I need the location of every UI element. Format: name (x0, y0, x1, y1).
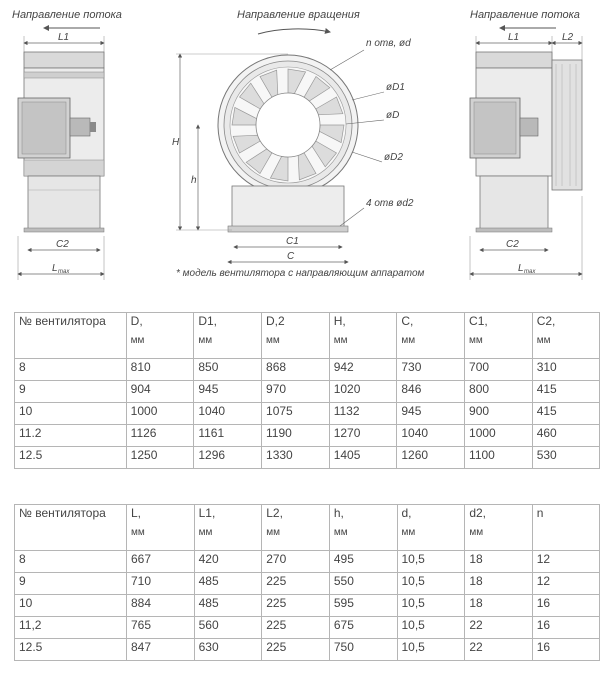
table-cell: 420 (194, 551, 262, 573)
table-cell: 11,2 (15, 617, 127, 639)
left-flow-direction-label: Направление потока (12, 9, 122, 21)
table-cell: 11.2 (15, 425, 127, 447)
table-cell: 1020 (329, 381, 397, 403)
dim-Lmax-right: L (518, 263, 524, 274)
right-flow-direction-label: Направление потока (470, 9, 580, 21)
table-cell: 10,5 (397, 617, 465, 639)
table-row (15, 381, 600, 403)
table-cell: 970 (262, 381, 330, 403)
table-cell: 225 (262, 595, 330, 617)
table-cell: 846 (397, 381, 465, 403)
table-header-cell: D,2 мм (262, 313, 330, 359)
table-cell: 9 (15, 573, 127, 595)
table-header-cell: C1, мм (465, 313, 533, 359)
table-row (15, 425, 600, 447)
table-cell: 1075 (262, 403, 330, 425)
table-cell: 495 (329, 551, 397, 573)
table-cell: 16 (532, 595, 599, 617)
dim-Lmax-right-sub: max (524, 269, 536, 275)
table-cell: 12.5 (15, 447, 127, 469)
table-cell: 945 (397, 403, 465, 425)
table-cell: 560 (194, 617, 262, 639)
dim-C2-right: C2 (506, 239, 519, 250)
table-cell: 730 (397, 359, 465, 381)
table-header-row (15, 505, 600, 551)
table-cell: 12 (532, 573, 599, 595)
table-cell: 810 (126, 359, 194, 381)
dim-L2-right: L2 (562, 32, 574, 43)
table-cell: 485 (194, 573, 262, 595)
table-header-cell: C, мм (397, 313, 465, 359)
table-cell: 1000 (465, 425, 533, 447)
dim-L1-right: L1 (508, 32, 520, 43)
table-row (15, 403, 600, 425)
table-cell: 530 (532, 447, 599, 469)
table-cell: 1270 (329, 425, 397, 447)
dimensions-table-2 (14, 504, 600, 661)
left-side-view (12, 9, 122, 280)
table-cell: 904 (126, 381, 194, 403)
table-cell: 18 (465, 551, 532, 573)
table-cell: 10 (15, 403, 127, 425)
rotation-arrow (258, 29, 330, 34)
table-header-cell: n (532, 505, 599, 551)
table-cell: 710 (127, 573, 195, 595)
table-row (15, 447, 600, 469)
table-cell: 485 (194, 595, 262, 617)
table-cell: 18 (465, 595, 532, 617)
table-cell: 10,5 (397, 639, 465, 661)
table-header-fan-number: № вентилятора (15, 313, 127, 359)
table-cell: 868 (262, 359, 330, 381)
table-cell: 847 (127, 639, 195, 661)
table-header-cell: D1, мм (194, 313, 262, 359)
table-cell: 1330 (262, 447, 330, 469)
dim-C: C (287, 251, 295, 262)
table-cell: 700 (465, 359, 533, 381)
table-cell: 1260 (397, 447, 465, 469)
table-header-cell: C2, мм (532, 313, 599, 359)
table-cell: 750 (329, 639, 397, 661)
table-cell: 630 (194, 639, 262, 661)
dim-C2-left: C2 (56, 239, 69, 250)
table-cell: 884 (127, 595, 195, 617)
table-cell: 1296 (194, 447, 262, 469)
table-row (15, 359, 600, 381)
table-cell: 1190 (262, 425, 330, 447)
table-cell: 18 (465, 573, 532, 595)
table-cell: 16 (532, 617, 599, 639)
dimensions-table-1 (14, 312, 600, 469)
center-front-view (172, 9, 425, 279)
label-D1: øD1 (386, 82, 405, 93)
table-cell: 9 (15, 381, 127, 403)
table-header-cell: d, мм (397, 505, 465, 551)
dim-H: H (172, 137, 180, 148)
dim-L1-left: L1 (58, 32, 70, 43)
table-header-cell: L, мм (127, 505, 195, 551)
table-cell: 1132 (329, 403, 397, 425)
table-cell: 8 (15, 359, 127, 381)
table-cell: 270 (262, 551, 330, 573)
table-cell: 10,5 (397, 595, 465, 617)
table-cell: 415 (532, 381, 599, 403)
dim-h: h (191, 175, 197, 186)
footnote: * модель вентилятора с направляющим аппаратом (176, 268, 425, 279)
table-cell: 16 (532, 639, 599, 661)
table-cell: 225 (262, 617, 330, 639)
table-header-cell: L1, мм (194, 505, 262, 551)
table-cell: 800 (465, 381, 533, 403)
table-cell: 945 (194, 381, 262, 403)
table-cell: 8 (15, 551, 127, 573)
table-cell: 12.5 (15, 639, 127, 661)
table-cell: 225 (262, 573, 330, 595)
dim-C1: C1 (286, 236, 299, 247)
table-cell: 12 (532, 551, 599, 573)
table-cell: 1250 (126, 447, 194, 469)
table-cell: 310 (532, 359, 599, 381)
technical-drawings (0, 0, 600, 290)
table-row (15, 551, 600, 573)
table-cell: 225 (262, 639, 330, 661)
table-cell: 942 (329, 359, 397, 381)
table-cell: 765 (127, 617, 195, 639)
table-cell: 550 (329, 573, 397, 595)
rotation-direction-label: Направление вращения (237, 9, 360, 21)
table-header-cell: d2, мм (465, 505, 532, 551)
label-4-holes-d2: 4 отв ød2 (366, 198, 414, 209)
table-cell: 1161 (194, 425, 262, 447)
table-cell: 10,5 (397, 573, 465, 595)
table-cell: 1100 (465, 447, 533, 469)
table-cell: 415 (532, 403, 599, 425)
table-header-cell: H, мм (329, 313, 397, 359)
table-header-cell: D, мм (126, 313, 194, 359)
label-n-holes-d: n отв, ød (366, 38, 411, 49)
table-header-fan-number: № вентилятора (15, 505, 127, 551)
table-header-cell: L2, мм (262, 505, 330, 551)
dim-Lmax-left-sub: max (58, 269, 70, 275)
dim-Lmax-left: L (52, 263, 58, 274)
table-row (15, 595, 600, 617)
table-cell: 10,5 (397, 551, 465, 573)
table-cell: 1040 (397, 425, 465, 447)
table-cell: 22 (465, 617, 532, 639)
table-cell: 22 (465, 639, 532, 661)
table-cell: 10 (15, 595, 127, 617)
label-D: øD (386, 110, 400, 121)
table-header-row (15, 313, 600, 359)
table-row (15, 617, 600, 639)
table-cell: 675 (329, 617, 397, 639)
label-D2: øD2 (384, 152, 403, 163)
table-row (15, 573, 600, 595)
table-cell: 1405 (329, 447, 397, 469)
table-cell: 850 (194, 359, 262, 381)
right-side-view (470, 9, 582, 280)
table-header-cell: h, мм (329, 505, 397, 551)
table-cell: 460 (532, 425, 599, 447)
table-cell: 667 (127, 551, 195, 573)
table-cell: 595 (329, 595, 397, 617)
table-cell: 1040 (194, 403, 262, 425)
table-cell: 900 (465, 403, 533, 425)
table-cell: 1000 (126, 403, 194, 425)
table-row (15, 639, 600, 661)
drawings-svg (0, 0, 600, 290)
table-cell: 1126 (126, 425, 194, 447)
